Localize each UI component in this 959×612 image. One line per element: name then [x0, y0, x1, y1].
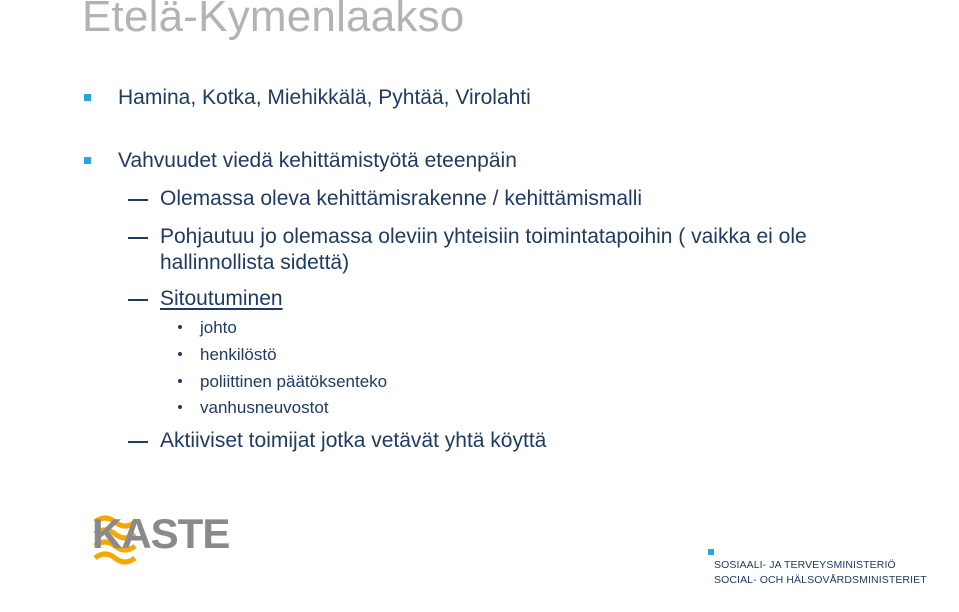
- list-item-text: vanhusneuvostot: [200, 398, 329, 417]
- dash-bullet-icon: [128, 441, 148, 443]
- list-item: [200, 398, 329, 418]
- sub-bullet-text: Pohjautuu jo olemassa oleviin yhteisiin toimintatapoihin ( vaikka ei ole hallinnollista sidettä): [160, 225, 807, 274]
- sub-bullet-actors: [160, 428, 546, 454]
- dot-bullet-icon: [178, 325, 182, 329]
- bullet-text: Vahvuudet viedä kehittämistyötä eteenpäin: [118, 149, 517, 172]
- ministry-name-fi: SOSIAALI- JA TERVEYSMINISTERIÖ: [714, 559, 896, 571]
- list-item-text: henkilöstö: [200, 345, 277, 364]
- kaste-logo-text: KASTE: [92, 510, 230, 557]
- sub-bullet-commitment: [160, 286, 283, 312]
- dot-bullet-icon: [178, 405, 182, 409]
- ministry-square-icon: [708, 549, 714, 555]
- sub-bullet-text: Olemassa oleva kehittämisrakenne / kehittämismalli: [160, 187, 643, 210]
- sub-bullet-text: Sitoutuminen: [160, 287, 283, 310]
- bullet-strengths: [118, 149, 517, 173]
- slide-title: Etelä-Kymenlaakso: [82, 0, 465, 41]
- dash-bullet-icon: [128, 199, 148, 201]
- sub-bullet-practices: [160, 224, 880, 276]
- dot-bullet-icon: [178, 352, 182, 356]
- bullet-municipalities: [118, 86, 531, 110]
- ministry-name-sv: SOCIAL- OCH HÄLSOVÅRDSMINISTERIET: [714, 574, 927, 586]
- dot-bullet-icon: [178, 379, 182, 383]
- sub-bullet-text: Aktiiviset toimijat jotka vetävät yhtä köyttä: [160, 429, 547, 452]
- square-bullet-icon: [84, 94, 91, 101]
- list-item: [200, 345, 277, 365]
- dash-bullet-icon: [128, 237, 148, 239]
- dash-bullet-icon: [128, 299, 148, 301]
- list-item-text: johto: [200, 318, 237, 337]
- list-item: [200, 318, 237, 338]
- square-bullet-icon: [84, 157, 91, 164]
- list-item: [200, 372, 387, 392]
- list-item-text: poliittinen päätöksenteko: [200, 372, 388, 391]
- bullet-text: Hamina, Kotka, Miehikkälä, Pyhtää, Virolahti: [118, 86, 531, 109]
- sub-bullet-structure: [160, 186, 642, 212]
